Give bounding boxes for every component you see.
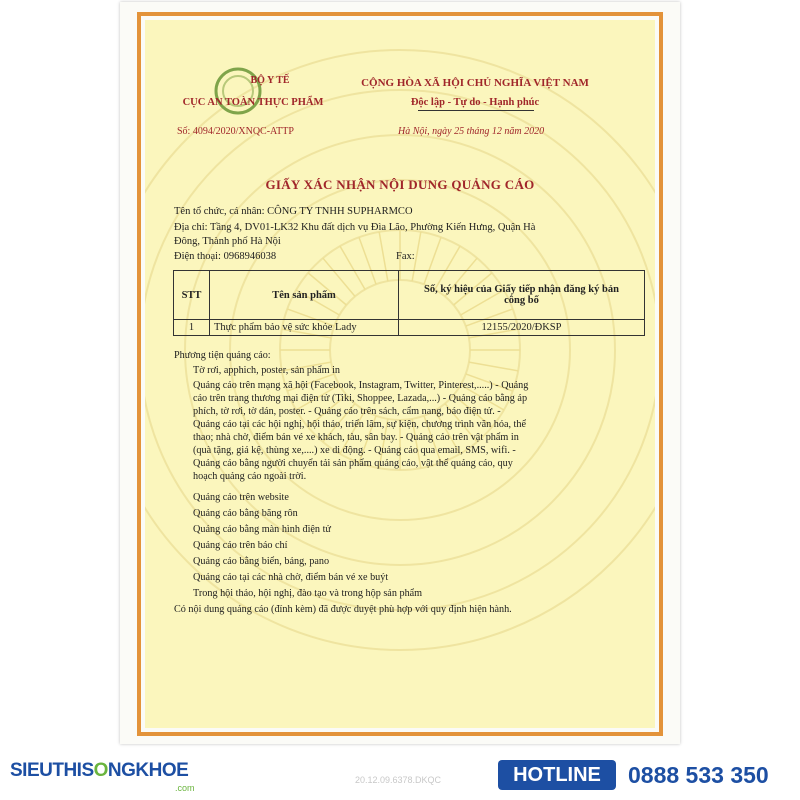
header-product: Tên sản phẩm: [210, 271, 399, 320]
brand-text: NGKHOE: [107, 760, 189, 781]
header-registration-line: công bố: [504, 295, 539, 306]
ad-channel-line: Quảng cáo trên mạng xã hội (Facebook, Instagram, Twitter, Pinterest,.....) - Quảng: [193, 380, 529, 391]
approval-conclusion: Có nội dung quảng cáo (đính kèm) đã được duyệt phù hợp với quy định hiện hành.: [174, 604, 512, 615]
ad-channel-line: Quảng cáo trên báo chí: [193, 540, 288, 551]
ad-channel-line: Quảng cáo tại các nhà chờ, điểm bán vé xe buýt: [193, 572, 389, 583]
document-number: Số: 4094/2020/XNQC-ATTP: [177, 126, 294, 137]
row-stt: 1: [174, 320, 210, 336]
ad-channel-line: thao; nhà chờ, điểm bán vé xe khách, tàu, sân bay. - Quảng cáo trên vật phẩm in: [193, 432, 519, 443]
ministry-name: BỘ Y TẾ: [250, 75, 290, 86]
hotline-button[interactable]: HOTLINE: [498, 760, 616, 790]
row-registration-code: 12155/2020/ĐKSP: [399, 320, 645, 336]
brand-logo[interactable]: [10, 760, 188, 782]
organization-phone: Điện thoại: 0968946038: [174, 251, 277, 262]
nation-title: CỘNG HÒA XÃ HỘI CHỦ NGHĨA VIỆT NAM: [361, 77, 589, 89]
motto-underline: [418, 110, 534, 111]
header-registration-line: Số, ký hiệu của Giấy tiếp nhận đăng ký bản: [424, 284, 619, 295]
header-stt: STT: [174, 271, 210, 320]
ad-channel-line: phích, tờ rơi, tờ dán, poster. - Quảng cáo trên sách, cẩm nang, báo điện tử. -: [193, 406, 501, 417]
organization-name: Tên tổ chức, cá nhân: CÔNG TY TNHH SUPHARMCO: [174, 206, 413, 217]
place-date: Hà Nội, ngày 25 tháng 12 năm 2020: [398, 126, 545, 137]
row-product: Thực phẩm bảo vệ sức khỏe Lady: [210, 320, 399, 336]
organization-address-line: Đông, Thành phố Hà Nội: [174, 236, 281, 247]
brand-domain: .com: [175, 783, 195, 793]
brand-text: SIEUTHIS: [10, 760, 94, 781]
ad-channel-line: Tờ rơi, apphich, poster, sản phẩm in: [193, 365, 341, 376]
ad-channel-line: cáo trên trang thương mại điện tử (Tiki, Shoppee, Lazada,...) - Quảng cáo bằng áp: [193, 393, 528, 404]
ad-channel-line: Quảng cáo trên website: [193, 492, 289, 503]
ad-channel-line: Quảng cáo bằng băng rôn: [193, 508, 298, 519]
document-title: GIẤY XÁC NHẬN NỘI DUNG QUẢNG CÁO: [265, 177, 535, 192]
table-header-row: [174, 271, 645, 320]
agency-name: CỤC AN TOÀN THỰC PHẨM: [182, 97, 324, 108]
table-row: [174, 320, 645, 336]
ad-channel-line: (quà tặng, giá kệ, thùng xe,....) xe di động. - Quảng cáo qua email, SMS, wifi. -: [193, 445, 516, 456]
header-registration-code: [399, 271, 645, 320]
ad-channel-line: Quảng cáo bằng biển, bảng, pano: [193, 556, 330, 567]
ad-channel-line: Quảng cáo tại các hội nghị, hội thảo, triển lãm, sự kiện, chương trình văn hóa, thể: [193, 419, 527, 430]
ads-heading: Phương tiện quảng cáo:: [174, 350, 271, 361]
organization-fax: Fax:: [396, 251, 415, 262]
brand-accent: O: [93, 760, 108, 781]
product-table: [173, 270, 645, 336]
hotline-number[interactable]: 0888 533 350: [628, 762, 769, 788]
ad-channel-line: Quảng cáo bằng màn hình điện tử: [193, 524, 331, 535]
organization-address-line: Địa chỉ: Tầng 4, DV01-LK32 Khu đất dịch vụ Đìa Lão, Phường Kiến Hưng, Quận Hà: [174, 222, 536, 233]
ad-channel-line: hoạch quảng cáo ngoài trời.: [193, 471, 307, 482]
faint-document-code: 20.12.09.6378.DKQC: [355, 775, 442, 785]
national-motto: Độc lập - Tự do - Hạnh phúc: [410, 97, 540, 108]
ad-channel-line: Trong hội thảo, hội nghị, đào tạo và trong hộp sản phẩm: [193, 588, 423, 599]
ad-channel-line: Quảng cáo bằng người chuyển tải sản phẩm quảng cáo, vật thể quảng cáo, quy: [193, 458, 513, 469]
